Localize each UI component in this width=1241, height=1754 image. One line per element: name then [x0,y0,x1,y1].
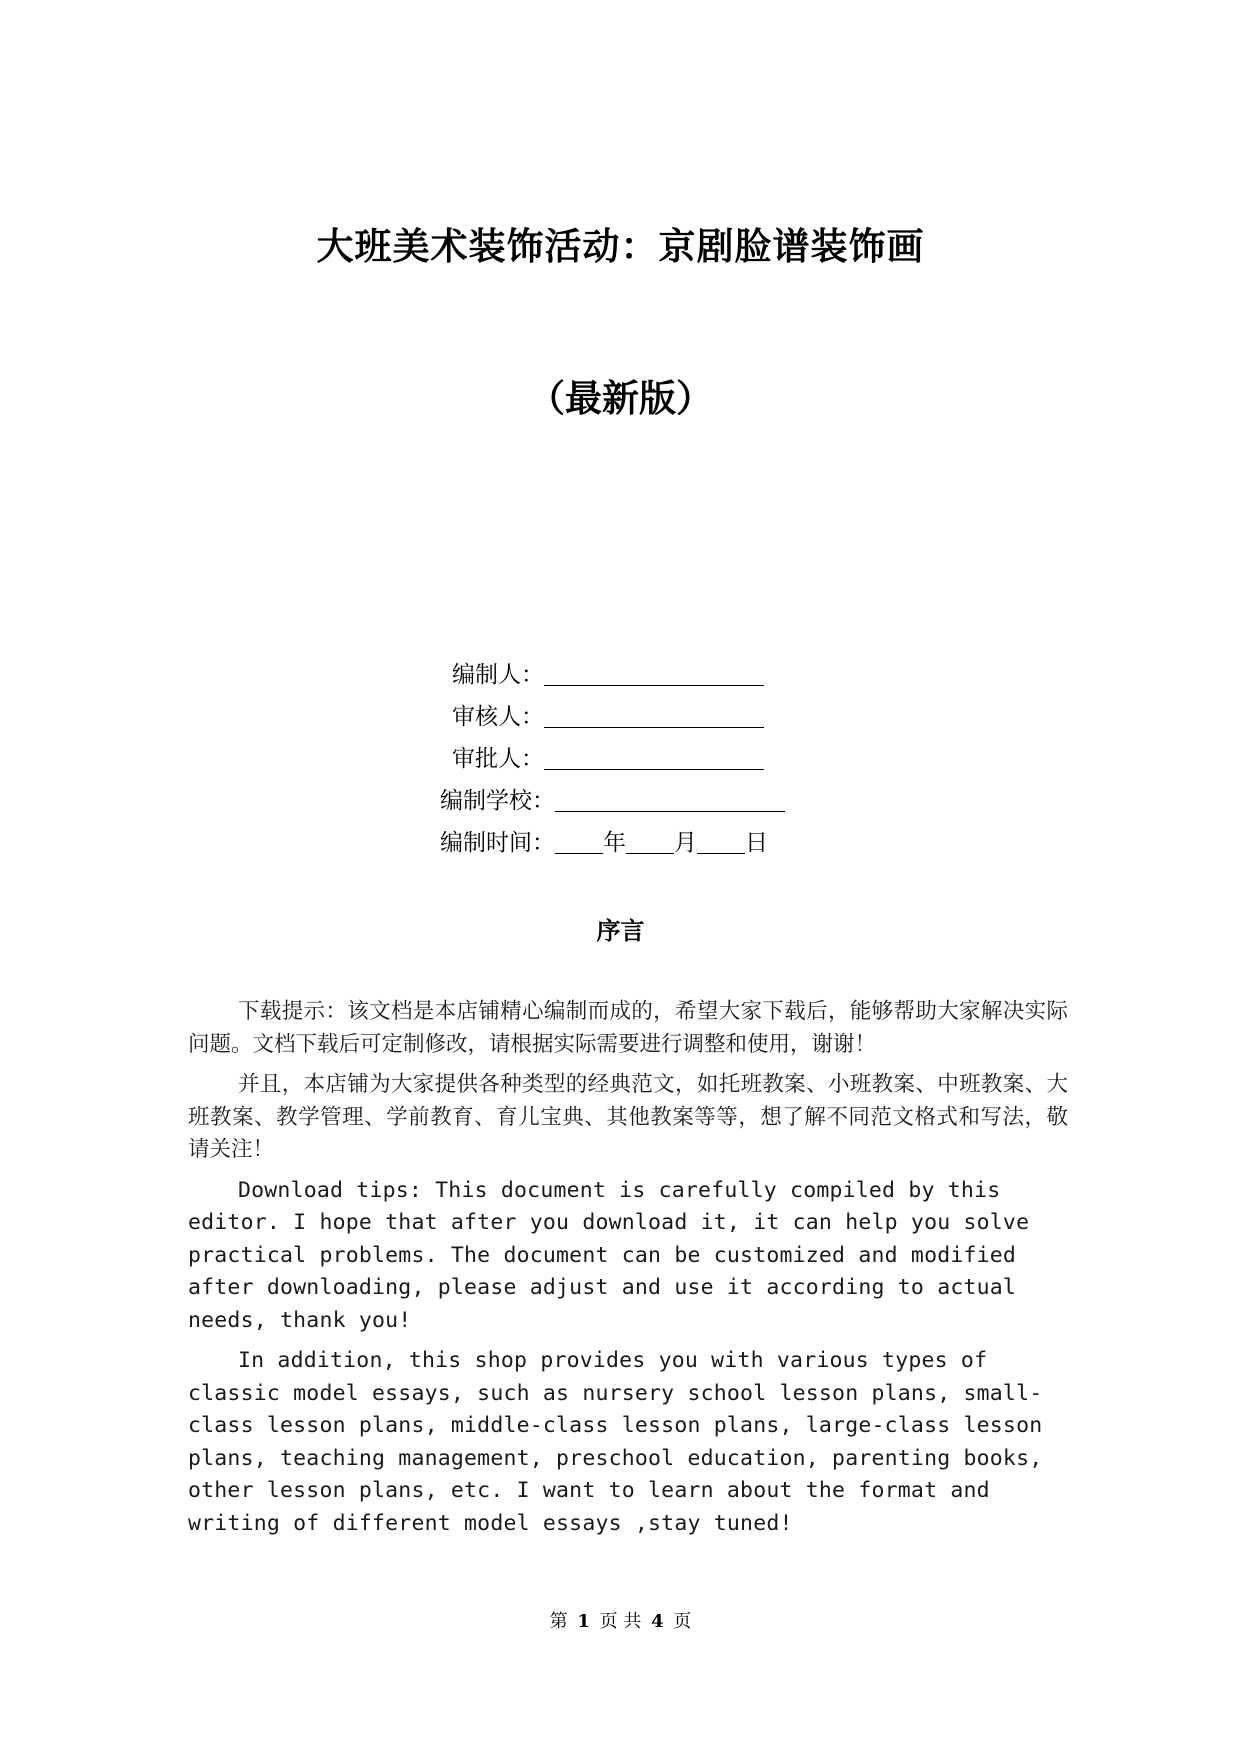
time-row [440,828,768,858]
day-label: 日 [745,830,768,856]
school-blank-line [555,789,785,812]
footer-suffix: 页 [673,1611,692,1632]
compiler-row [452,660,764,690]
footer-middle: 页 共 [599,1611,642,1632]
compiler-label: 编制人： [452,662,544,688]
time-label: 编制时间： [440,830,555,856]
month-label: 月 [674,830,697,856]
reviewer-label: 审核人： [452,704,544,730]
approver-blank-line [544,747,764,770]
footer-total-pages: 4 [651,1611,664,1632]
approver-label: 审批人： [452,746,544,772]
school-row [440,786,785,816]
page-footer [0,1610,1241,1634]
day-blank-line [697,831,745,854]
approver-row [452,744,764,774]
document-title: 大班美术装饰活动：京剧脸谱装饰画 [316,224,925,268]
month-blank-line [626,831,674,854]
reviewer-row [452,702,764,732]
preface-paragraph-en-1: Download tips: This document is carefully compiled by this editor. I hope that after you download it, it can help you solve practical problems. The document can be customized and modified after downloading, please adjust and use it according to actual needs, thank you! [188,1177,1030,1333]
school-label: 编制学校： [440,788,555,814]
year-blank-line [555,831,603,854]
reviewer-blank-line [544,705,764,728]
preface-body [188,996,1068,1548]
compiler-blank-line [544,663,764,686]
preface-paragraph-zh-1: 下载提示：该文档是本店铺精心编制而成的，希望大家下载后，能够帮助大家解决实际问题。文档下载后可定制修改，请根据实际需要进行调整和使用，谢谢！ [188,999,1068,1057]
preface-heading: 序言 [596,916,645,945]
footer-prefix: 第 [549,1611,568,1632]
preface-paragraph-zh-2: 并且，本店铺为大家提供各种类型的经典范文，如托班教案、小班教案、中班教案、大班教案、教学管理、学前教育、育儿宝典、其他教案等等，想了解不同范文格式和写法，敬请关注！ [188,1072,1068,1162]
preface-paragraph-en-2: In addition, this shop provides you with various types of classic model essays, such as nursery school lesson plans, small-class lesson plans, middle-class lesson plans, large-class lesson plans, teaching management, preschool education, parenting books, other lesson plans, etc. I want to learn about the format and writing of different model essays ,stay tuned! [188,1348,1043,1536]
footer-current-page: 1 [577,1611,590,1632]
year-label: 年 [603,830,626,856]
document-subtitle: （最新版） [528,376,713,420]
